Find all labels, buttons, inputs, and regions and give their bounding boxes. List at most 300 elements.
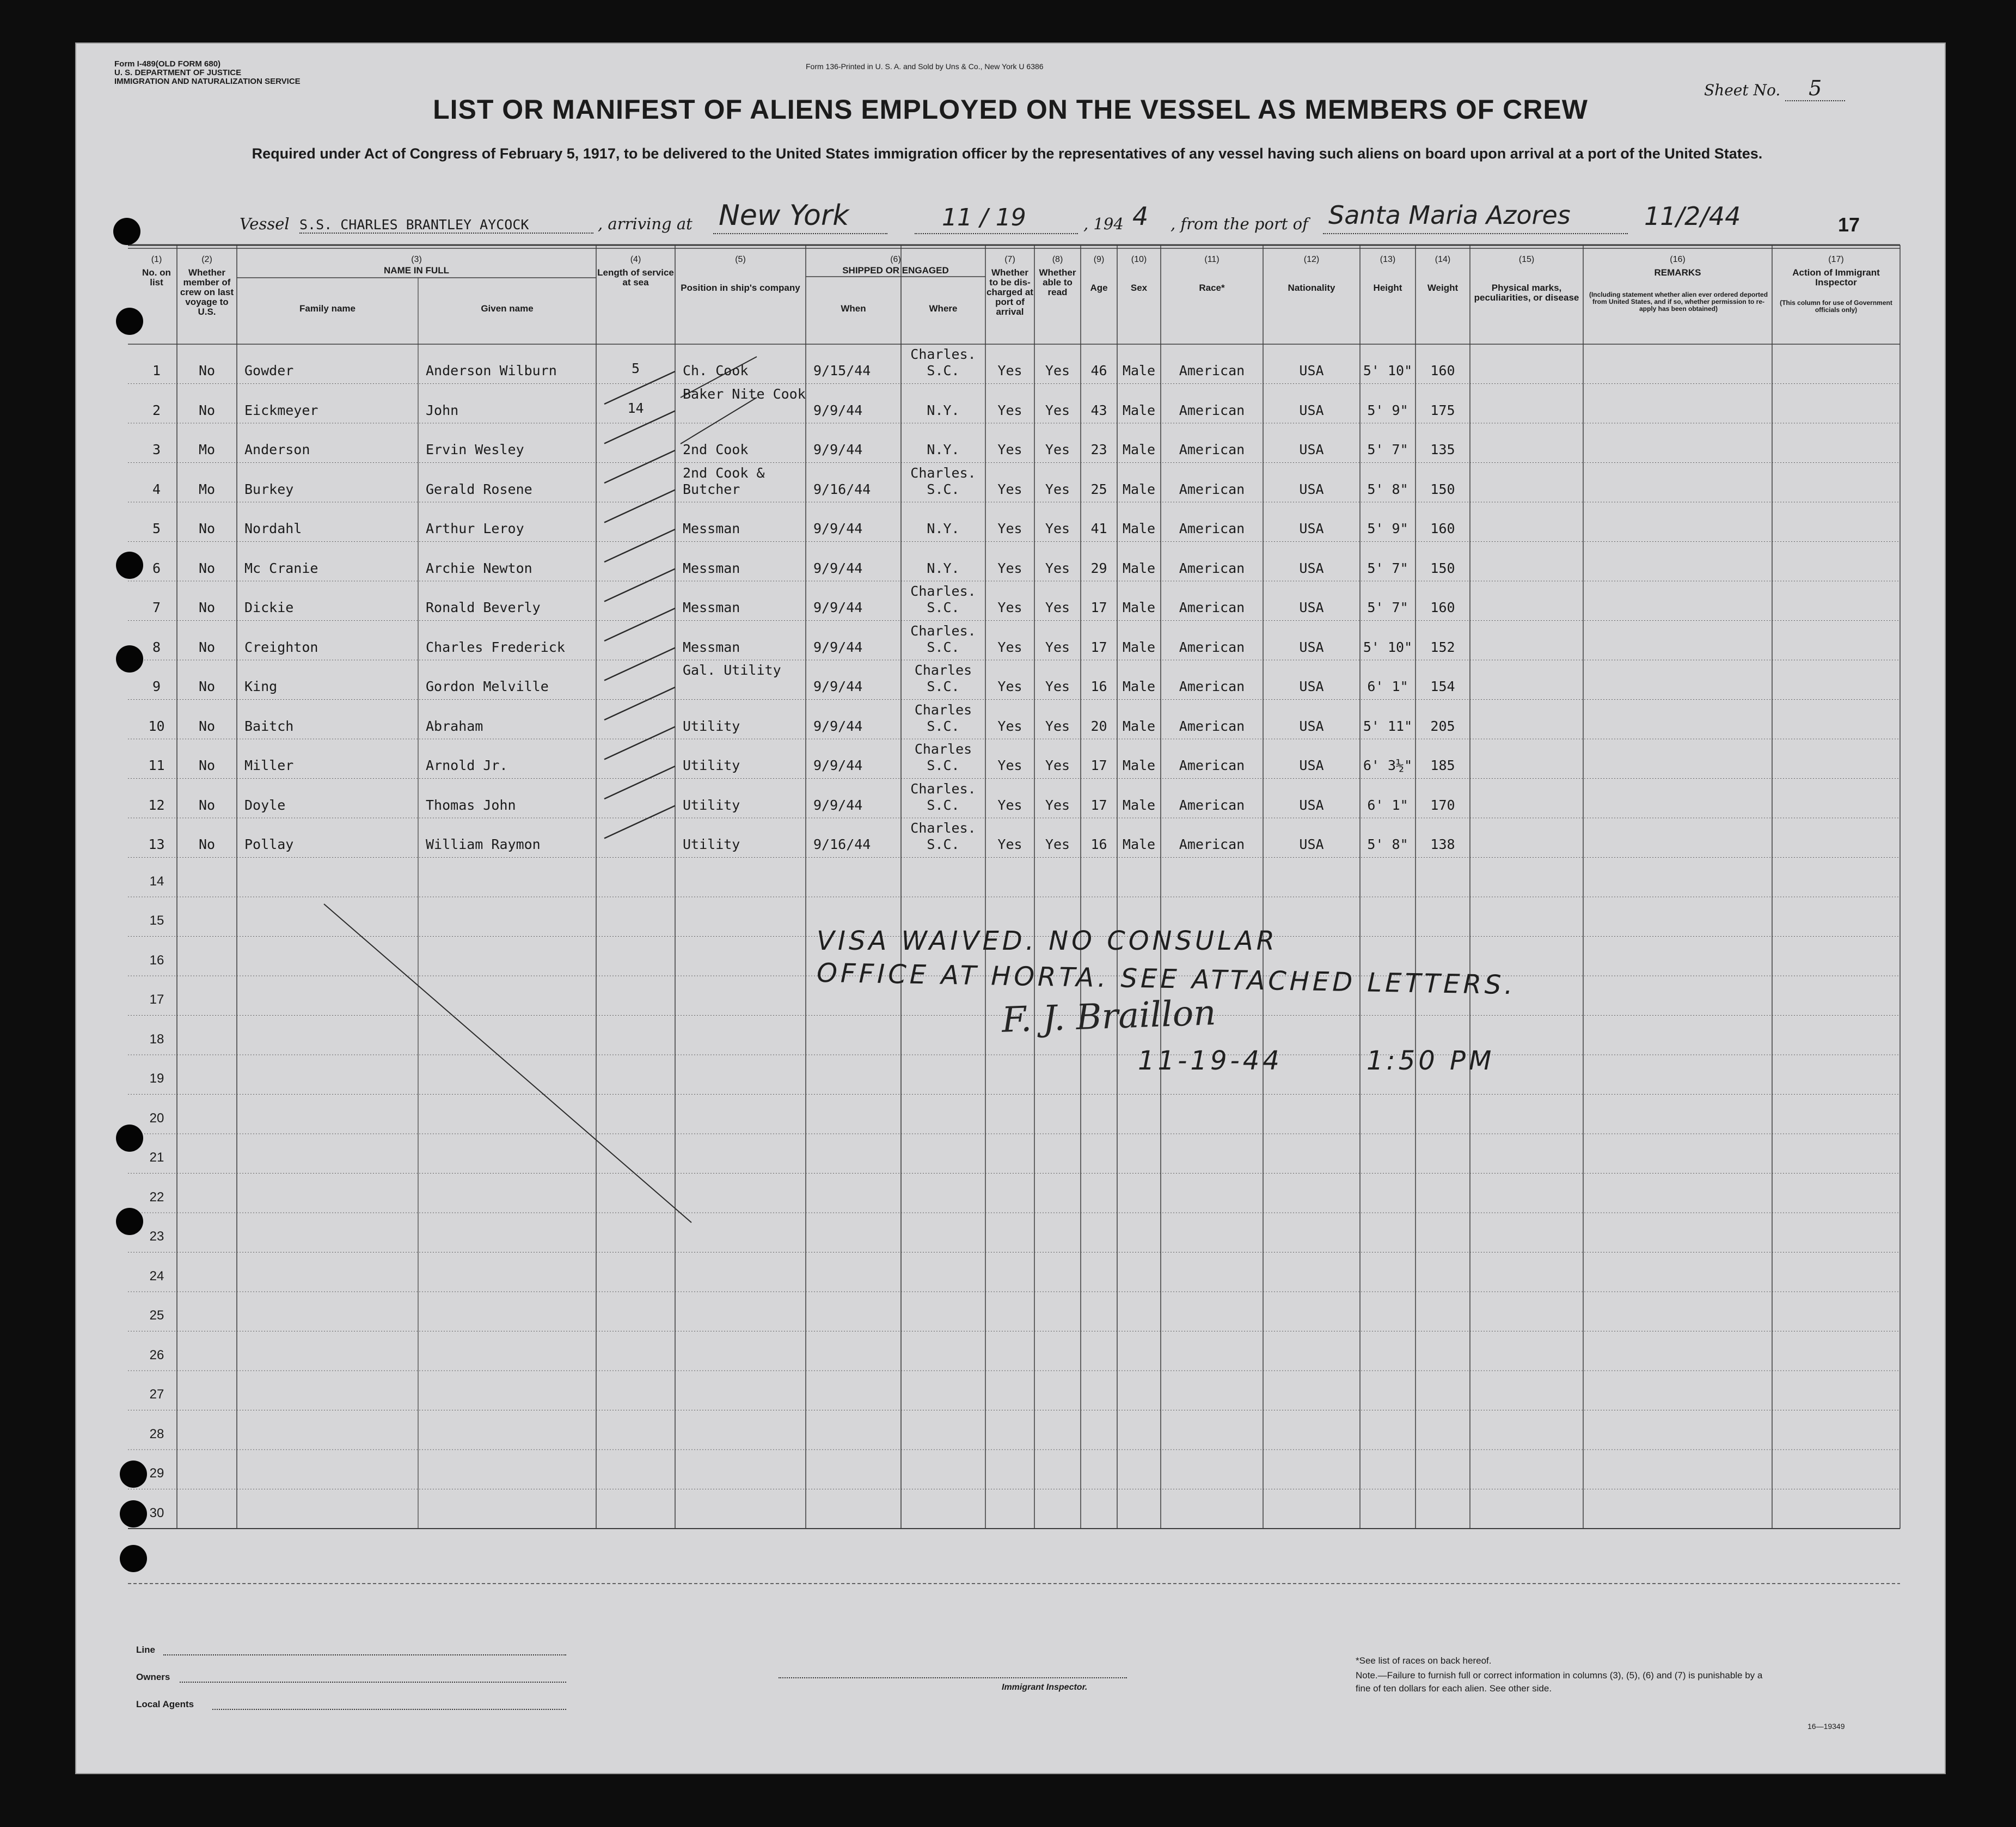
cell-weight: 160 — [1430, 363, 1455, 378]
cell-last: No — [198, 718, 216, 734]
cell-family: Mc Cranie — [244, 560, 318, 576]
cell-position: Messman — [683, 600, 740, 615]
cell-last: No — [198, 402, 216, 418]
cell-height: 5' 7" — [1367, 600, 1408, 615]
footer-owners-label: Owners — [136, 1672, 170, 1682]
cell-race: American — [1179, 600, 1245, 615]
cell-family: Baitch — [244, 718, 294, 734]
cell-sex: Male — [1122, 600, 1156, 615]
footer-agents-field — [212, 1709, 566, 1710]
cell-family: King — [244, 679, 278, 694]
column-number: (13) — [1380, 255, 1396, 264]
cell-read: Yes — [1045, 363, 1070, 378]
cell-when: 9/16/44 — [813, 481, 871, 497]
punch-hole — [116, 552, 143, 579]
row-number: 23 — [149, 1229, 164, 1244]
column-number: (8) — [1052, 255, 1063, 264]
row-number: 25 — [149, 1308, 164, 1323]
page-subtitle: Required under Act of Congress of February 5, 1917, to be delivered to the United States immigration officer by the representatives of any vessel having such aliens on board upon arrival at a port of the United States. — [252, 145, 1763, 162]
inspector-signature: F. J. Braillon — [1001, 993, 1217, 1041]
cell-nationality: USA — [1299, 521, 1324, 536]
cell-weight: 160 — [1430, 521, 1455, 536]
cell-height: 5' 11" — [1363, 718, 1413, 734]
table-row — [76, 739, 1945, 779]
cell-when: 9/9/44 — [813, 757, 863, 773]
cell-when: 9/15/44 — [813, 363, 871, 378]
punch-hole — [113, 218, 140, 245]
cell-weight: 150 — [1430, 560, 1455, 576]
cell-where: N.Y. — [927, 442, 960, 457]
sheet-label: Sheet No. — [1704, 81, 1781, 99]
cell-when: 9/9/44 — [813, 442, 863, 457]
cell-family: Nordahl — [244, 521, 302, 536]
given-name-subheader: Given name — [481, 303, 534, 314]
cell-given: Archie Newton — [426, 560, 532, 576]
column-number: (15) — [1518, 255, 1535, 264]
column-number: (16) — [1670, 255, 1686, 264]
cell-discharged: Yes — [997, 402, 1022, 418]
page-title: LIST OR MANIFEST OF ALIENS EMPLOYED ON THE VESSEL AS MEMBERS OF CREW — [433, 94, 1588, 125]
cell-when: 9/9/44 — [813, 718, 863, 734]
cell-race: American — [1179, 679, 1245, 694]
cell-given: Abraham — [426, 718, 483, 734]
cell-discharged: Yes — [997, 718, 1022, 734]
cell-family: Doyle — [244, 797, 286, 813]
cell-when: 9/9/44 — [813, 560, 863, 576]
column-header: Weight — [1427, 283, 1459, 293]
where-subheader: Where — [929, 303, 958, 314]
cell-discharged: Yes — [997, 639, 1022, 655]
cell-given: Thomas John — [426, 797, 516, 813]
cell-no: 2 — [152, 402, 161, 418]
cell-no: 4 — [152, 481, 161, 497]
cell-nationality: USA — [1299, 442, 1324, 457]
table-row — [76, 344, 1945, 384]
table-row — [76, 502, 1945, 542]
punch-hole — [116, 1125, 143, 1152]
cell-when: 9/9/44 — [813, 639, 863, 655]
cell-race: American — [1179, 836, 1245, 852]
cell-sex: Male — [1122, 797, 1156, 813]
cell-sex: Male — [1122, 836, 1156, 852]
cell-nationality: USA — [1299, 560, 1324, 576]
cell-where: Charles S.C. — [914, 741, 972, 773]
cell-height: 5' 8" — [1367, 481, 1408, 497]
cell-last: No — [198, 757, 216, 773]
row-number: 30 — [149, 1505, 164, 1520]
cell-given: Arnold Jr. — [426, 757, 508, 773]
vessel-name: S.S. CHARLES BRANTLEY AYCOCK — [299, 217, 593, 234]
cell-race: American — [1179, 639, 1245, 655]
row-number: 21 — [149, 1150, 164, 1165]
cell-sex: Male — [1122, 402, 1156, 418]
arrival-date: 11 / 19 — [942, 204, 1026, 231]
column-number: (2) — [201, 255, 212, 264]
cell-age: 17 — [1090, 757, 1107, 773]
annotation-date: 11-19-44 — [1138, 1046, 1283, 1076]
cell-where: N.Y. — [927, 402, 960, 418]
cell-age: 23 — [1090, 442, 1107, 457]
cell-read: Yes — [1045, 402, 1070, 418]
cell-position: Messman — [683, 521, 740, 536]
cell-nationality: USA — [1299, 402, 1324, 418]
cell-discharged: Yes — [997, 560, 1022, 576]
cell-read: Yes — [1045, 639, 1070, 655]
cell-nationality: USA — [1299, 679, 1324, 694]
cell-sex: Male — [1122, 521, 1156, 536]
cell-no: 5 — [152, 521, 161, 536]
cell-weight: 135 — [1430, 442, 1455, 457]
column-header: Nationality — [1288, 283, 1335, 293]
cell-read: Yes — [1045, 718, 1070, 734]
cell-discharged: Yes — [997, 481, 1022, 497]
table-row — [76, 581, 1945, 621]
cell-weight: 154 — [1430, 679, 1455, 694]
cell-family: Dickie — [244, 600, 294, 615]
column-number: (12) — [1303, 255, 1320, 264]
cell-race: American — [1179, 797, 1245, 813]
cell-given: Charles Frederick — [426, 639, 565, 655]
cell-where: Charles. S.C. — [910, 780, 976, 813]
cell-race: American — [1179, 402, 1245, 418]
cell-last: No — [198, 797, 216, 813]
cell-age: 16 — [1090, 679, 1107, 694]
service: IMMIGRATION AND NATURALIZATION SERVICE — [114, 77, 301, 86]
cell-sex: Male — [1122, 481, 1156, 497]
column-header: Whether member of crew on last voyage to U.S. — [180, 267, 234, 317]
inspector-signature-line — [779, 1677, 1127, 1678]
department: U. S. DEPARTMENT OF JUSTICE — [114, 68, 242, 77]
cell-position: Utility — [683, 718, 740, 734]
footer-agents-label: Local Agents — [136, 1699, 194, 1709]
cell-last: No — [198, 639, 216, 655]
action-note: (This column for use of Government officials only) — [1780, 299, 1892, 314]
cell-where: Charles S.C. — [914, 701, 972, 734]
cell-when: 9/9/44 — [813, 600, 863, 615]
penalty-note: Note.—Failure to furnish full or correct information in columns (3), (5), (6) and (7) is punishable by a fine of ten dollars for each alien. See other side. — [1356, 1670, 1763, 1694]
cell-where: N.Y. — [927, 560, 960, 576]
cell-age: 29 — [1090, 560, 1107, 576]
cell-when: 9/9/44 — [813, 521, 863, 536]
cell-nationality: USA — [1299, 363, 1324, 378]
cell-when: 9/9/44 — [813, 679, 863, 694]
cell-weight: 138 — [1430, 836, 1455, 852]
punch-hole — [120, 1500, 147, 1527]
form-number: 16—19349 — [1807, 1722, 1845, 1731]
cell-race: American — [1179, 521, 1245, 536]
cell-family: Pollay — [244, 836, 294, 852]
cell-race: American — [1179, 363, 1245, 378]
cell-read: Yes — [1045, 757, 1070, 773]
cell-discharged: Yes — [997, 363, 1022, 378]
column-header: NAME IN FULL — [384, 265, 449, 276]
cell-age: 16 — [1090, 836, 1107, 852]
cell-position: 2nd Cook & Butcher — [683, 465, 765, 497]
cell-age: 17 — [1090, 639, 1107, 655]
column-number: (5) — [735, 255, 746, 264]
row-number: 14 — [149, 873, 164, 889]
cell-where: Charles. S.C. — [910, 583, 976, 615]
annotation-line2: OFFICE AT HORTA. SEE ATTACHED LETTERS. — [816, 957, 1517, 1001]
cell-given: Gerald Rosene — [426, 481, 532, 497]
cell-where: Charles. S.C. — [910, 820, 976, 852]
column-header: Action of Immigrant Inspector — [1792, 267, 1880, 288]
table-row — [76, 779, 1945, 818]
family-name-subheader: Family name — [299, 303, 356, 314]
column-header: REMARKS — [1654, 267, 1701, 278]
cell-service: 5 — [631, 360, 640, 376]
cell-weight: 150 — [1430, 481, 1455, 497]
column-header: No. on list — [142, 267, 171, 288]
cell-read: Yes — [1045, 836, 1070, 852]
column-header: SHIPPED OR ENGAGED — [842, 265, 949, 276]
cell-nationality: USA — [1299, 836, 1324, 852]
cell-race: American — [1179, 757, 1245, 773]
cell-height: 5' 8" — [1367, 836, 1408, 852]
cell-sex: Male — [1122, 560, 1156, 576]
cell-last: No — [198, 521, 216, 536]
cell-no: 1 — [152, 363, 161, 378]
cell-nationality: USA — [1299, 481, 1324, 497]
form-id: Form I-489(OLD FORM 680) — [114, 59, 221, 69]
column-header: Physical marks, peculiarities, or disease — [1474, 283, 1579, 303]
cell-age: 41 — [1090, 521, 1107, 536]
from-label: , from the port of — [1171, 215, 1308, 233]
cell-given: Ervin Wesley — [426, 442, 524, 457]
cell-position: Messman — [683, 639, 740, 655]
cell-last: Mo — [198, 442, 216, 457]
cell-nationality: USA — [1299, 718, 1324, 734]
cell-discharged: Yes — [997, 442, 1022, 457]
cell-position: Gal. Utility — [683, 662, 781, 678]
cell-when: 9/9/44 — [813, 402, 863, 418]
cell-age: 25 — [1090, 481, 1107, 497]
cell-height: 5' 10" — [1363, 363, 1413, 378]
cell-read: Yes — [1045, 600, 1070, 615]
pencil-strike — [324, 904, 691, 1223]
cell-discharged: Yes — [997, 600, 1022, 615]
row-number: 22 — [149, 1189, 164, 1205]
column-number: (4) — [630, 255, 641, 264]
cell-height: 6' 1" — [1367, 797, 1408, 813]
table-row — [76, 423, 1945, 463]
cell-where: Charles S.C. — [914, 662, 972, 694]
footer-owners-field — [180, 1682, 566, 1683]
row-number: 26 — [149, 1347, 164, 1362]
cell-given: Gordon Melville — [426, 679, 549, 694]
column-number: (14) — [1435, 255, 1451, 264]
cell-sex: Male — [1122, 718, 1156, 734]
cell-last: No — [198, 679, 216, 694]
cell-family: Anderson — [244, 442, 310, 457]
table-row — [76, 700, 1945, 740]
row-number: 17 — [149, 992, 164, 1007]
punch-hole — [120, 1545, 147, 1572]
table-row — [76, 621, 1945, 661]
cell-given: Arthur Leroy — [426, 521, 524, 536]
column-header: Race* — [1199, 283, 1225, 293]
table-row — [76, 818, 1945, 858]
cell-discharged: Yes — [997, 797, 1022, 813]
column-number: (6) — [890, 255, 901, 264]
printer-line: Form 136-Printed in U. S. A. and Sold by Uns & Co., New York U 6386 — [806, 62, 1044, 71]
column-number: (9) — [1093, 255, 1105, 264]
row-number: 29 — [149, 1466, 164, 1481]
cell-last: No — [198, 836, 216, 852]
annotation-time: 1:50 PM — [1367, 1046, 1495, 1076]
cell-family: Gowder — [244, 363, 294, 378]
cell-when: 9/9/44 — [813, 797, 863, 813]
cell-read: Yes — [1045, 442, 1070, 457]
cell-no: 7 — [152, 600, 161, 615]
table-row — [76, 463, 1945, 503]
cell-last: Mo — [198, 481, 216, 497]
cell-weight: 205 — [1430, 718, 1455, 734]
cell-family: Eickmeyer — [244, 402, 318, 418]
cell-position: Baker Nite Cook — [683, 386, 806, 402]
cell-given: John — [426, 402, 459, 418]
cell-position: Utility — [683, 757, 740, 773]
cell-height: 5' 7" — [1367, 560, 1408, 576]
arriving-port: New York — [719, 199, 849, 232]
column-header: Whether to be dis-charged at port of arrival — [986, 267, 1033, 317]
cell-family: Miller — [244, 757, 294, 773]
vessel-label: Vessel — [240, 215, 290, 233]
cell-no: 12 — [148, 797, 165, 813]
column-header: Age — [1090, 283, 1108, 293]
cell-no: 3 — [152, 442, 161, 457]
table-row — [76, 660, 1945, 700]
cell-no: 8 — [152, 639, 161, 655]
table-row — [76, 384, 1945, 424]
table-row — [76, 542, 1945, 582]
cell-height: 6' 3½" — [1363, 757, 1413, 773]
cell-age: 17 — [1090, 600, 1107, 615]
row-number: 16 — [149, 952, 164, 968]
sheet-number: 5 — [1785, 76, 1845, 101]
cell-race: American — [1179, 560, 1245, 576]
punch-hole — [116, 645, 143, 673]
from-port: Santa Maria Azores — [1328, 200, 1571, 230]
cell-last: No — [198, 560, 216, 576]
column-header: Height — [1373, 283, 1402, 293]
cell-weight: 175 — [1430, 402, 1455, 418]
cell-age: 46 — [1090, 363, 1107, 378]
cell-nationality: USA — [1299, 639, 1324, 655]
column-header: Position in ship's company — [681, 283, 800, 293]
race-note: *See list of races on back hereof. — [1356, 1655, 1492, 1666]
cell-discharged: Yes — [997, 679, 1022, 694]
cell-nationality: USA — [1299, 600, 1324, 615]
cell-age: 20 — [1090, 718, 1107, 734]
cell-given: Anderson Wilburn — [426, 363, 557, 378]
cell-read: Yes — [1045, 521, 1070, 536]
cell-race: American — [1179, 481, 1245, 497]
cell-discharged: Yes — [997, 521, 1022, 536]
footer-line-label: Line — [136, 1645, 155, 1655]
footer-line-field — [163, 1654, 566, 1655]
cell-no: 9 — [152, 679, 161, 694]
cell-weight: 160 — [1430, 600, 1455, 615]
cell-given: William Raymon — [426, 836, 541, 852]
punch-hole — [120, 1461, 147, 1488]
row-number: 19 — [149, 1071, 164, 1086]
cell-given: Ronald Beverly — [426, 600, 541, 615]
arriving-label: , arriving at — [598, 215, 693, 233]
cell-weight: 152 — [1430, 639, 1455, 655]
vessel-number: 17 — [1838, 213, 1860, 236]
cell-last: No — [198, 600, 216, 615]
cell-nationality: USA — [1299, 757, 1324, 773]
annotation-line1: VISA WAIVED. NO CONSULAR — [817, 926, 1278, 956]
cell-service: 14 — [627, 400, 644, 416]
cell-no: 6 — [152, 560, 161, 576]
manifest-sheet — [75, 42, 1946, 1774]
cell-read: Yes — [1045, 797, 1070, 813]
punch-hole — [116, 1208, 143, 1235]
cell-family: Burkey — [244, 481, 294, 497]
when-subheader: When — [841, 303, 866, 314]
inspector-label: Immigrant Inspector. — [1002, 1683, 1088, 1692]
cell-no: 11 — [148, 757, 165, 773]
cell-sex: Male — [1122, 757, 1156, 773]
column-number: (10) — [1131, 255, 1147, 264]
cell-no: 13 — [148, 836, 165, 852]
cell-family: Creighton — [244, 639, 318, 655]
column-number: (17) — [1828, 255, 1844, 264]
punch-hole — [116, 308, 143, 335]
cell-where: Charles. S.C. — [910, 346, 976, 378]
cell-where: N.Y. — [927, 521, 960, 536]
cell-age: 17 — [1090, 797, 1107, 813]
row-number: 20 — [149, 1110, 164, 1126]
remarks-note: (Including statement whether alien ever ordered deported from United States, and if so, whether permission to re-apply has been obtained) — [1589, 291, 1768, 313]
cell-height: 6' 1" — [1367, 679, 1408, 694]
cell-sex: Male — [1122, 442, 1156, 457]
year-label: , 194 — [1083, 215, 1124, 233]
cell-position: Ch. Cook — [683, 363, 749, 378]
cell-position: Messman — [683, 560, 740, 576]
departure-date: 11/2/44 — [1644, 201, 1741, 231]
cell-when: 9/16/44 — [813, 836, 871, 852]
column-number: (7) — [1004, 255, 1015, 264]
cell-weight: 185 — [1430, 757, 1455, 773]
cell-height: 5' 9" — [1367, 402, 1408, 418]
row-number: 27 — [149, 1387, 164, 1402]
cell-height: 5' 9" — [1367, 521, 1408, 536]
cell-position: Utility — [683, 797, 740, 813]
row-number: 18 — [149, 1031, 164, 1047]
cell-where: Charles. S.C. — [910, 465, 976, 497]
cell-discharged: Yes — [997, 836, 1022, 852]
column-number: (1) — [151, 255, 162, 264]
cell-sex: Male — [1122, 639, 1156, 655]
cell-height: 5' 10" — [1363, 639, 1413, 655]
column-number: (3) — [411, 255, 422, 264]
column-header: Whether able to read — [1039, 267, 1076, 297]
cell-read: Yes — [1045, 560, 1070, 576]
column-number: (11) — [1204, 255, 1220, 264]
cell-nationality: USA — [1299, 797, 1324, 813]
cell-race: American — [1179, 718, 1245, 734]
cell-height: 5' 7" — [1367, 442, 1408, 457]
cell-sex: Male — [1122, 679, 1156, 694]
row-number: 15 — [149, 913, 164, 928]
column-header: Sex — [1130, 283, 1148, 293]
cell-discharged: Yes — [997, 757, 1022, 773]
cell-weight: 170 — [1430, 797, 1455, 813]
row-number: 28 — [149, 1426, 164, 1441]
